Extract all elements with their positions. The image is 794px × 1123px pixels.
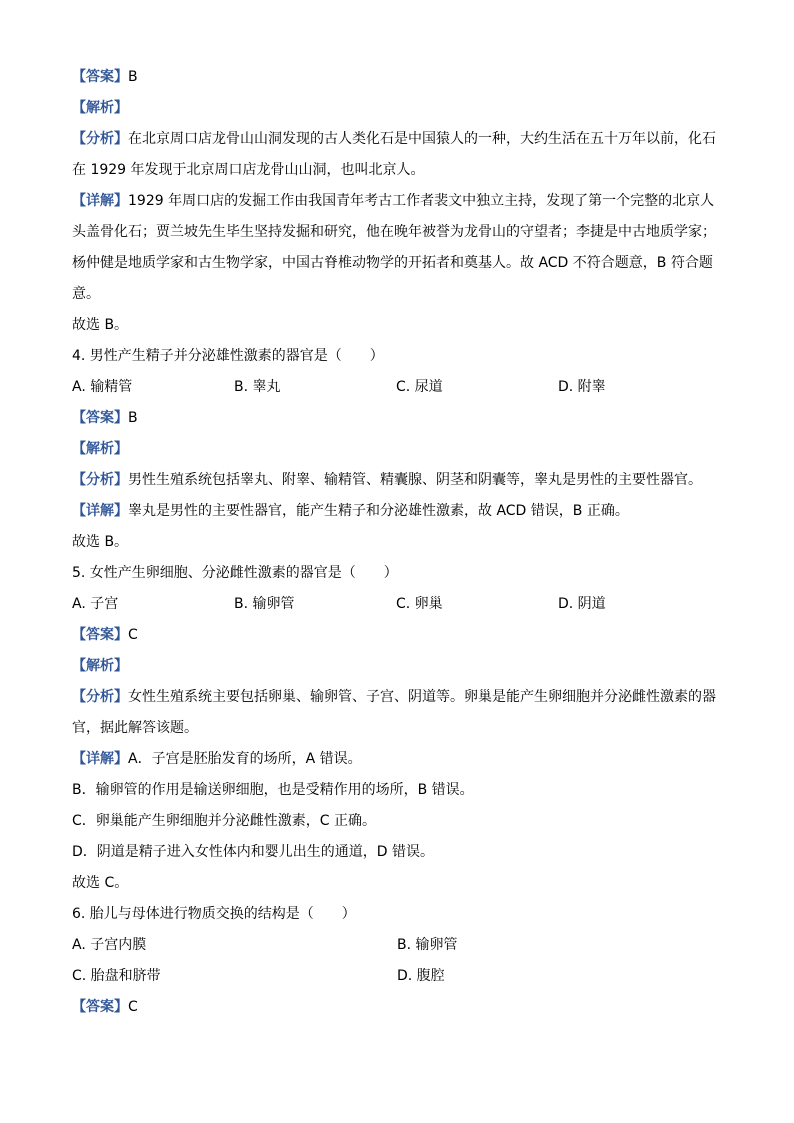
xiangjie-a: A．子宫是胚胎发育的场所，A 错误。 xyxy=(128,751,362,767)
q5-jiexi-label: 【解析】 xyxy=(72,658,128,674)
q4-fenxi xyxy=(72,465,722,496)
option-b: B. 睾丸 xyxy=(234,379,281,395)
q4-conclusion: 故选 B。 xyxy=(72,534,129,550)
q5-xiangjie-b: B．输卵管的作用是输送卵细胞，也是受精作用的场所，B 错误。 xyxy=(72,782,474,798)
option-d: D. 附睾 xyxy=(558,379,606,395)
xiangjie-text: 睾丸是男性的主要性器官，能产生精子和分泌雄性激素，故 ACD 错误，B 正确。 xyxy=(128,503,629,519)
q3-answer xyxy=(72,62,722,93)
q5-xiangjie-d: D．阴道是精子进入女性体内和婴儿出生的通道，D 错误。 xyxy=(72,844,435,860)
fenxi-text: 在北京周口店龙骨山山洞发现的古人类化石是中国猿人的一种，大约生活在五十万年以前，化石在 1929 年发现于北京周口店龙骨山山洞，也叫北京人。 xyxy=(72,131,716,178)
q3-jiexi-label: 【解析】 xyxy=(72,100,128,116)
q5-xiangjie-c: C．卵巢能产生卵细胞并分泌雌性激素，C 正确。 xyxy=(72,813,376,829)
q5-fenxi xyxy=(72,682,722,744)
xiangjie-tag: 【详解】 xyxy=(72,193,128,209)
answer-tag: 【答案】 xyxy=(72,999,128,1015)
q3-fenxi xyxy=(72,124,722,186)
q4-jiexi-label: 【解析】 xyxy=(72,441,128,457)
answer-value: B xyxy=(128,69,138,85)
q3-conclusion: 故选 B。 xyxy=(72,317,129,333)
answer-tag: 【答案】 xyxy=(72,69,128,85)
document-page xyxy=(72,62,722,1023)
q6-options-row1 xyxy=(72,930,722,961)
fenxi-text: 女性生殖系统主要包括卵巢、输卵管、子宫、阴道等。卵巢是能产生卵细胞并分泌雌性激素的器官，据此解答该题。 xyxy=(72,689,716,736)
q5-xiangjie xyxy=(72,744,722,775)
fenxi-tag: 【分析】 xyxy=(72,472,128,488)
option-b: B. 输卵管 xyxy=(234,596,295,612)
q6-answer xyxy=(72,992,722,1023)
option-c: C. 尿道 xyxy=(396,379,443,395)
fenxi-text: 男性生殖系统包括睾丸、附睾、输精管、精囊腺、阴茎和阴囊等，睾丸是男性的主要性器官。 xyxy=(128,472,702,488)
q4-answer xyxy=(72,403,722,434)
option-c: C. 胎盘和脐带 xyxy=(72,968,161,984)
fenxi-tag: 【分析】 xyxy=(72,689,128,705)
q4-xiangjie xyxy=(72,496,722,527)
option-a: A. 子宫内膜 xyxy=(72,937,147,953)
option-a: A. 子宫 xyxy=(72,596,119,612)
option-a: A. 输精管 xyxy=(72,379,133,395)
q3-xiangjie xyxy=(72,186,722,310)
option-d: D. 腹腔 xyxy=(397,968,445,984)
q4-options xyxy=(72,372,722,403)
option-c: C. 卵巢 xyxy=(396,596,443,612)
q6-question: 6. 胎儿与母体进行物质交换的结构是（ ） xyxy=(72,906,356,922)
q5-answer xyxy=(72,620,722,651)
option-d: D. 阴道 xyxy=(558,596,606,612)
q5-question: 5. 女性产生卵细胞、分泌雌性激素的器官是（ ） xyxy=(72,565,398,581)
answer-value: C xyxy=(128,627,138,643)
answer-value: C xyxy=(128,999,138,1015)
answer-tag: 【答案】 xyxy=(72,410,128,426)
q6-options-row2 xyxy=(72,961,722,992)
option-b: B. 输卵管 xyxy=(397,937,458,953)
xiangjie-tag: 【详解】 xyxy=(72,503,128,519)
q5-conclusion: 故选 C。 xyxy=(72,875,129,891)
xiangjie-tag: 【详解】 xyxy=(72,751,128,767)
q4-question: 4. 男性产生精子并分泌雄性激素的器官是（ ） xyxy=(72,348,384,364)
fenxi-tag: 【分析】 xyxy=(72,131,128,147)
answer-tag: 【答案】 xyxy=(72,627,128,643)
xiangjie-text: 1929 年周口店的发掘工作由我国青年考古工作者裴文中独立主持，发现了第一个完整的北京人头盖骨化石；贾兰坡先生毕生坚持发掘和研究，他在晚年被誉为龙骨山的守望者；李捷是中古地质学家；杨仲健是地质学家和古生物学家，中国古脊椎动物学的开拓者和奠基人。故 ACD 不符合题意，B 符合题意。 xyxy=(72,193,716,302)
q5-options xyxy=(72,589,722,620)
answer-value: B xyxy=(128,410,138,426)
